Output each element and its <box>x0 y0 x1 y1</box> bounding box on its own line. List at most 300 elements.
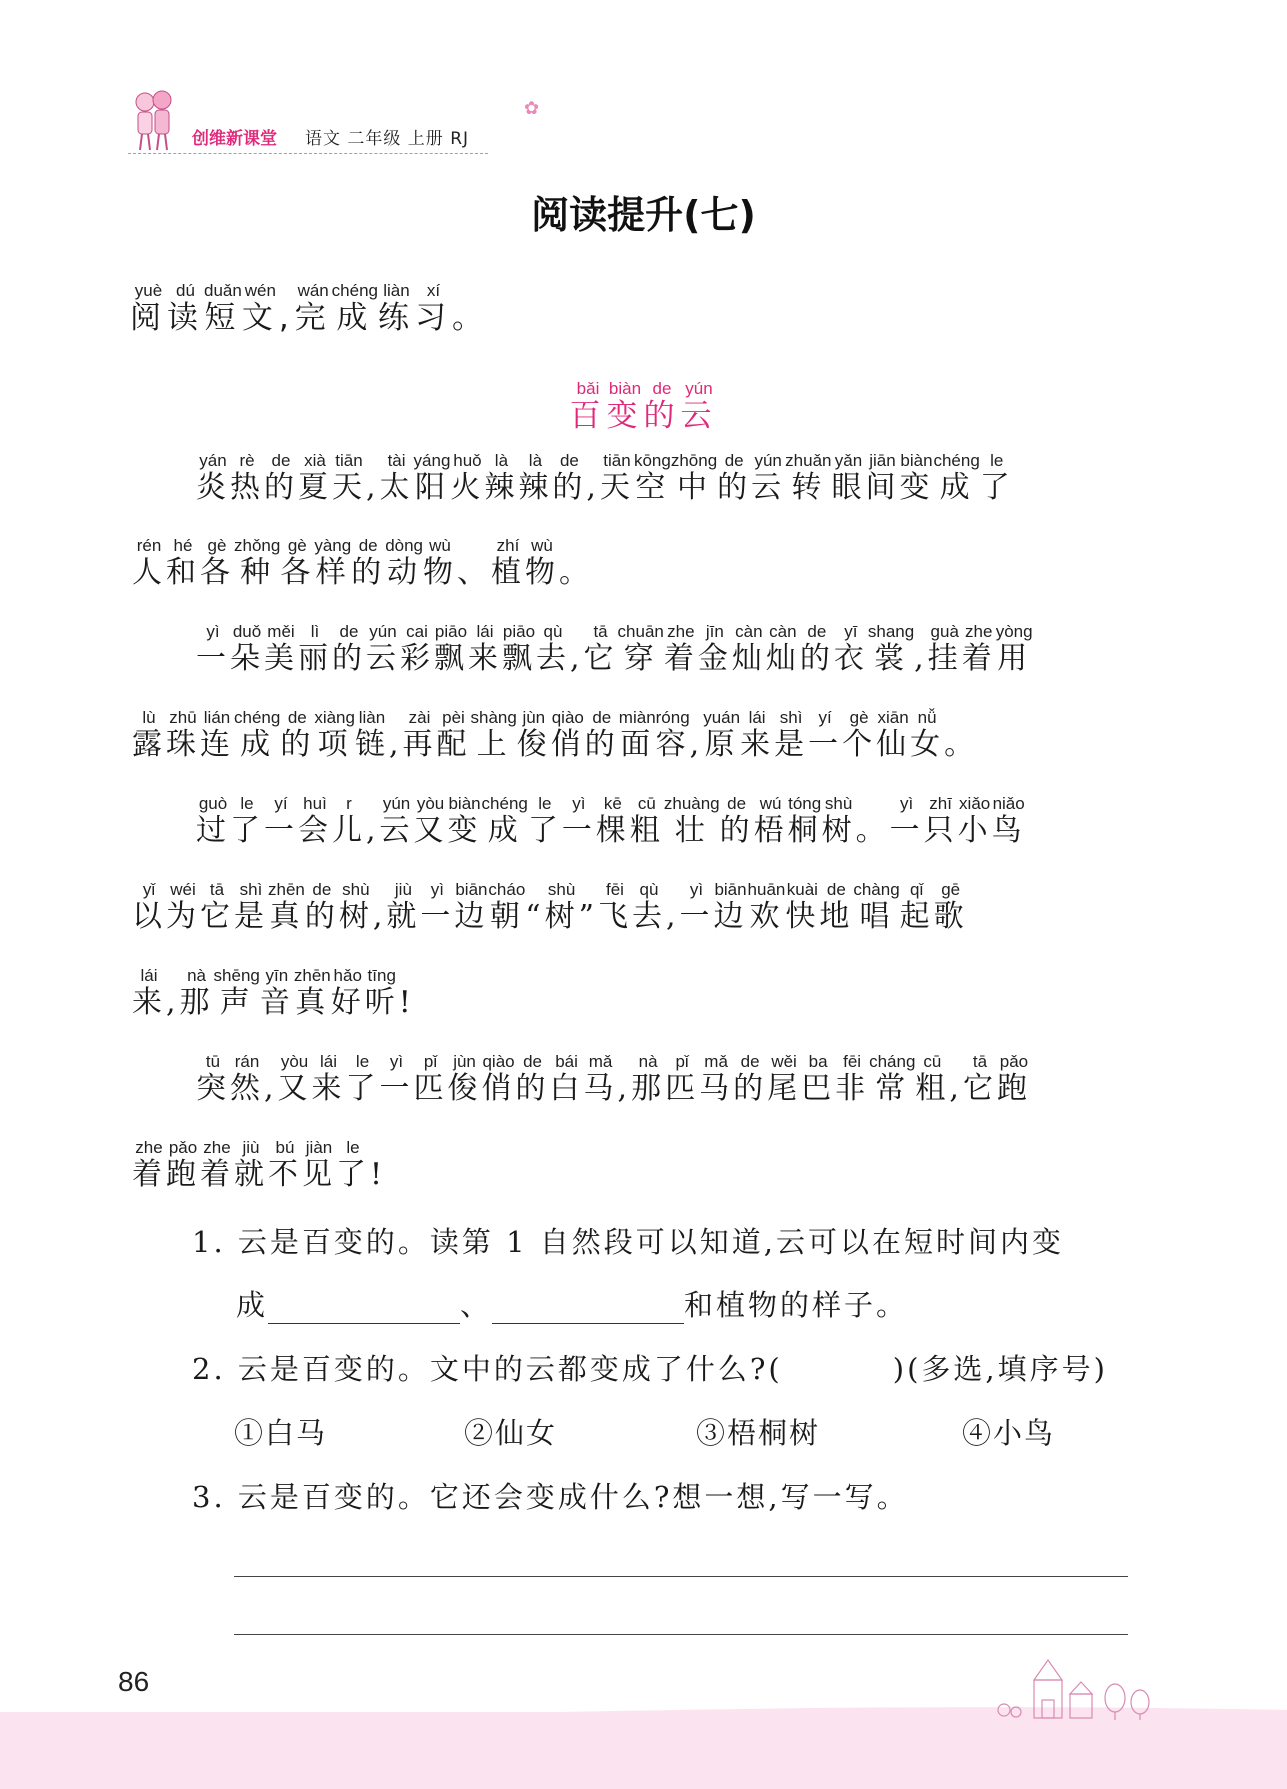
passage-char: 了le <box>345 1052 380 1106</box>
pinyin: biàn <box>899 451 934 470</box>
pinyin: le <box>979 451 1014 470</box>
instruction-char: 习xí <box>414 281 452 336</box>
passage-char: 俊jùn <box>516 708 551 762</box>
passage-char: , <box>264 1071 278 1106</box>
pinyin: zhuǎn <box>785 451 832 470</box>
passage-char: 了le <box>527 794 562 848</box>
pinyin: r <box>332 794 366 813</box>
pinyin: wú <box>753 794 788 813</box>
question-1-separator: 、 <box>460 1288 493 1322</box>
passage-char: 人rén <box>132 536 166 590</box>
pinyin: tū <box>196 1052 230 1071</box>
pinyin <box>166 966 180 985</box>
pinyin <box>666 880 680 899</box>
passage-char: 的de <box>717 451 752 505</box>
passage-char: 来lái <box>468 622 502 676</box>
pinyin: zhǒng <box>234 536 281 555</box>
pinyin: yán <box>196 451 230 470</box>
passage-char: 的de <box>552 451 587 505</box>
passage-char: 以yǐ <box>132 880 166 934</box>
pinyin <box>279 281 295 300</box>
pinyin: mǎ <box>699 1052 734 1071</box>
pinyin <box>618 1052 632 1071</box>
passage-char: 又yòu <box>277 1052 312 1106</box>
pinyin: huì <box>298 794 332 813</box>
pinyin <box>452 281 489 300</box>
passage-char: 树shù <box>544 880 579 934</box>
pinyin: yòu <box>413 794 448 813</box>
passage-char: 用yòng <box>995 622 1033 676</box>
passage-char: 空kōng <box>633 451 671 505</box>
passage-char: 只zhī <box>923 794 958 848</box>
passage-char: 个gè <box>842 708 877 762</box>
passage-char: 小xiǎo <box>957 794 992 848</box>
passage-char: 露lù <box>132 708 166 762</box>
pinyin: xí <box>414 281 452 300</box>
pinyin: yì <box>420 880 455 899</box>
passage-char: 一yì <box>196 622 230 676</box>
passage-char: 朝cháo <box>488 880 526 934</box>
passage-char: 音yīn <box>259 966 294 1020</box>
pinyin: huǒ <box>450 451 485 470</box>
passage-char: 那nà <box>179 966 214 1020</box>
passage-char: 面miàn <box>618 708 656 762</box>
pinyin: jùn <box>516 708 551 727</box>
passage-char: 然rán <box>230 1052 264 1106</box>
passage-char: 金jīn <box>697 622 732 676</box>
pinyin: chàng <box>853 880 900 899</box>
question-1: 1. 云是百变的。读第 1 自然段可以知道,云可以在短时间内变 <box>192 1225 1064 1259</box>
passage-char: 成chéng <box>933 451 980 505</box>
pinyin: de <box>717 451 752 470</box>
pinyin: yì <box>889 794 924 813</box>
passage-char: 美měi <box>264 622 298 676</box>
passage-char: 项xiàng <box>314 708 355 762</box>
passage-char: 上shàng <box>470 708 517 762</box>
pinyin: gè <box>200 536 234 555</box>
option-2: ②仙女 <box>464 1416 558 1450</box>
pinyin: wù <box>423 536 457 555</box>
passage-line <box>132 1139 386 1193</box>
passage-char: 连lián <box>200 708 234 762</box>
pinyin: yǎn <box>831 451 866 470</box>
pinyin: tā <box>200 880 234 899</box>
pinyin: tīng <box>364 966 399 985</box>
pinyin: zhōng <box>670 451 718 470</box>
passage-char: 它tā <box>200 880 234 934</box>
passage-char: 来lái <box>740 708 775 762</box>
pinyin: chéng <box>234 708 281 727</box>
passage-char: 裳shang <box>867 622 915 676</box>
passage-char: 成chéng <box>481 794 528 848</box>
pinyin <box>586 451 600 470</box>
passage-char: 俊jùn <box>447 1052 482 1106</box>
question-2-text: 2. 云是百变的。文中的云都变成了什么?( <box>192 1352 783 1386</box>
passage-char: 灿càn <box>731 622 766 676</box>
passage-char: 着zhe <box>663 622 698 676</box>
pinyin: yì <box>561 794 596 813</box>
passage-char: 鸟niǎo <box>991 794 1026 848</box>
instruction-char: 阅yuè <box>130 281 167 336</box>
pinyin: nà <box>631 1052 666 1071</box>
title-char: 百bǎi <box>569 379 607 434</box>
subject-label: 语文 二年级 上册 RJ <box>305 129 470 149</box>
passage-char: 飘piāo <box>502 622 536 676</box>
pinyin: yàng <box>314 536 352 555</box>
instruction-char: 。 <box>452 300 489 336</box>
passage-char: 跑pǎo <box>996 1052 1031 1106</box>
pinyin: shì <box>774 708 809 727</box>
pinyin: qiào <box>550 708 585 727</box>
passage-char: 的de <box>280 708 315 762</box>
passage-char: 辣là <box>484 451 519 505</box>
pinyin: le <box>527 794 562 813</box>
passage-char: 仙xiān <box>876 708 911 762</box>
passage-char: 丽lì <box>298 622 332 676</box>
passage-char: 突tū <box>196 1052 230 1106</box>
pinyin: jiù <box>234 1138 268 1157</box>
passage-char: 各gè <box>200 536 234 590</box>
question-1-prefix: 成 <box>236 1288 269 1322</box>
passage-char: 云yún <box>366 622 400 676</box>
passage-char: , <box>166 985 180 1020</box>
passage-char: 真zhēn <box>293 966 331 1020</box>
passage-char: 和hé <box>166 536 200 590</box>
pinyin: cai <box>400 622 434 641</box>
passage-char: 来lái <box>311 1052 346 1106</box>
passage-char: 又yòu <box>413 794 448 848</box>
pinyin: là <box>518 451 553 470</box>
pinyin: piāo <box>434 622 468 641</box>
passage-char: 梧wú <box>753 794 788 848</box>
pinyin: yī <box>833 622 868 641</box>
pinyin: kuài <box>785 880 820 899</box>
passage-char: , <box>914 641 928 676</box>
passage-char: 是shì <box>774 708 809 762</box>
pinyin: tiān <box>599 451 634 470</box>
pinyin: ba <box>801 1052 836 1071</box>
passage-char: 去qù <box>631 880 666 934</box>
mascot-illustration <box>128 88 178 154</box>
pinyin: chéng <box>481 794 528 813</box>
pinyin: càn <box>731 622 766 641</box>
pinyin: jiān <box>865 451 900 470</box>
pinyin: cháng <box>869 1052 916 1071</box>
pinyin: shàng <box>470 708 517 727</box>
pinyin: shì <box>234 880 268 899</box>
pinyin: yì <box>679 880 714 899</box>
passage-char: 壮zhuàng <box>663 794 720 848</box>
pinyin: liàn <box>377 281 415 300</box>
passage-char: 了le <box>979 451 1014 505</box>
pinyin: nǚ <box>910 708 945 727</box>
passage-char: 歌gē <box>933 880 968 934</box>
passage-char: 它tā <box>962 1052 997 1106</box>
pinyin: càn <box>765 622 800 641</box>
passage-char: 快kuài <box>785 880 820 934</box>
passage-char: 彩cai <box>400 622 434 676</box>
passage-char: 火huǒ <box>450 451 485 505</box>
pinyin <box>366 794 380 813</box>
passage-char: 云yún <box>379 794 414 848</box>
passage-char: 儿r <box>332 794 366 848</box>
title-char: 云yún <box>680 379 718 434</box>
passage-char: , <box>666 899 680 934</box>
pinyin: zhe <box>200 1138 234 1157</box>
passage-char: 配pèi <box>436 708 471 762</box>
passage-char: 夏xià <box>298 451 332 505</box>
pinyin: xià <box>298 451 332 470</box>
passage-char: 桐tóng <box>787 794 822 848</box>
pinyin: chéng <box>933 451 980 470</box>
pinyin: wéi <box>166 880 200 899</box>
pinyin: cháo <box>488 880 526 899</box>
passage-char: 不bú <box>268 1138 302 1192</box>
passage-char: 。 <box>944 727 978 762</box>
pinyin: biàn <box>447 794 482 813</box>
pinyin: zhe <box>961 622 996 641</box>
pinyin: shang <box>867 622 915 641</box>
pinyin: zhēn <box>268 880 305 899</box>
pinyin: tóng <box>787 794 822 813</box>
pinyin: cū <box>629 794 664 813</box>
pinyin: qiào <box>481 1052 516 1071</box>
pinyin: gè <box>280 536 315 555</box>
pinyin <box>579 880 598 899</box>
pinyin: zhe <box>663 622 698 641</box>
answer-blank-2[interactable] <box>492 1297 684 1324</box>
passage-char: 的de <box>351 536 386 590</box>
pinyin: lù <box>132 708 166 727</box>
pinyin <box>457 536 491 555</box>
passage-line <box>196 452 1014 506</box>
pinyin: de <box>719 794 754 813</box>
passage-char: 、 <box>457 555 491 590</box>
passage-char: , <box>949 1071 963 1106</box>
pinyin: jiù <box>386 880 421 899</box>
passage-char: 地de <box>819 880 854 934</box>
passage-char: 云yún <box>751 451 786 505</box>
question-1-blanks <box>236 1283 908 1324</box>
pinyin: mǎ <box>583 1052 618 1071</box>
passage-char: 转zhuǎn <box>785 451 832 505</box>
pinyin: chuān <box>617 622 664 641</box>
option-4: ④小鸟 <box>962 1416 1056 1450</box>
pinyin: lì <box>298 622 332 641</box>
pinyin: cū <box>915 1052 950 1071</box>
passage-char: 见jiàn <box>302 1138 336 1192</box>
passage-char: 太tài <box>379 451 414 505</box>
pinyin: dú <box>167 281 204 300</box>
passage-char: 辣là <box>518 451 553 505</box>
instruction-char: 成chéng <box>331 281 378 336</box>
question-2 <box>192 1347 1108 1388</box>
passage-char: 穿chuān <box>617 622 664 676</box>
passage-char: 灿càn <box>765 622 800 676</box>
passage-char: 一yì <box>561 794 596 848</box>
passage-char: 听tīng <box>364 966 399 1020</box>
passage-char: 一yì <box>379 1052 414 1106</box>
answer-line-1[interactable] <box>234 1576 1128 1577</box>
passage-char: 链liàn <box>354 708 389 762</box>
pinyin <box>570 622 584 641</box>
passage-char: , <box>389 727 403 762</box>
passage-char: 一yí <box>808 708 843 762</box>
pinyin: yīn <box>259 966 294 985</box>
passage-char: 跑pǎo <box>166 1138 200 1192</box>
passage-line <box>196 623 1033 677</box>
answer-line-2[interactable] <box>234 1634 1128 1635</box>
pinyin: de <box>643 379 681 398</box>
page-number: 86 <box>118 1666 150 1697</box>
passage-char: 那nà <box>631 1052 666 1106</box>
pinyin: lái <box>132 966 166 985</box>
pinyin: yòng <box>995 622 1033 641</box>
pinyin: de <box>733 1052 768 1071</box>
pinyin: lái <box>311 1052 346 1071</box>
pinyin: pǎo <box>166 1138 200 1157</box>
instruction-text <box>130 282 489 337</box>
passage-char: , <box>690 727 704 762</box>
passage-char: , <box>373 899 387 934</box>
passage-char: 它tā <box>583 622 618 676</box>
passage-char: 的de <box>332 622 366 676</box>
passage-char: 间jiān <box>865 451 900 505</box>
passage-char: ! <box>399 985 415 1020</box>
passage-title <box>0 380 1287 435</box>
pinyin: pǐ <box>413 1052 448 1071</box>
pinyin <box>370 1138 386 1157</box>
passage-char: 的de <box>304 880 339 934</box>
passage-char: 一yì <box>679 880 714 934</box>
passage-char: 女nǚ <box>910 708 945 762</box>
pinyin: lián <box>200 708 234 727</box>
pinyin: zhī <box>923 794 958 813</box>
pinyin: zhí <box>491 536 525 555</box>
passage-char: 匹pǐ <box>413 1052 448 1106</box>
passage-char: 过guò <box>196 794 230 848</box>
instruction-char: , <box>279 300 295 336</box>
question-3: 3. 云是百变的。它还会变成什么?想一想,写一写。 <box>192 1480 909 1514</box>
pinyin: de <box>280 708 315 727</box>
pinyin: le <box>345 1052 380 1071</box>
pinyin: róng <box>655 708 690 727</box>
passage-char: 的de <box>733 1052 768 1106</box>
pinyin: yáng <box>413 451 451 470</box>
pinyin: wán <box>294 281 332 300</box>
passage-char: 的de <box>264 451 298 505</box>
passage-char: 再zài <box>402 708 437 762</box>
passage-char: 非fēi <box>835 1052 870 1106</box>
pinyin: tài <box>379 451 414 470</box>
passage-char: 着zhe <box>132 1138 166 1192</box>
passage-char: 俏qiào <box>550 708 585 762</box>
pinyin: lái <box>468 622 502 641</box>
pinyin: yì <box>196 622 230 641</box>
pinyin: lái <box>740 708 775 727</box>
passage-char: 衣yī <box>833 622 868 676</box>
pinyin: shù <box>338 880 373 899</box>
passage-char: 。 <box>856 813 890 848</box>
passage-char: ” <box>579 899 598 934</box>
page-title: 阅读提升(七) <box>531 193 756 237</box>
pinyin: pǎo <box>996 1052 1031 1071</box>
passage-char: 飞fēi <box>597 880 632 934</box>
pinyin: tā <box>962 1052 997 1071</box>
pinyin: là <box>484 451 519 470</box>
instruction-char: 文wén <box>241 281 279 336</box>
passage-char: 常cháng <box>869 1052 916 1106</box>
passage-char: 巴ba <box>801 1052 836 1106</box>
passage-char: , <box>366 470 380 505</box>
pinyin: pǐ <box>665 1052 700 1071</box>
passage-char: 珠zhū <box>166 708 200 762</box>
passage-char: 就jiù <box>386 880 421 934</box>
passage-char: 原yuán <box>703 708 741 762</box>
passage-char: 着zhe <box>200 1138 234 1192</box>
pinyin: qù <box>536 622 570 641</box>
pinyin: bái <box>549 1052 584 1071</box>
pinyin: le <box>230 794 264 813</box>
pinyin: guà <box>927 622 962 641</box>
passage-char: 为wéi <box>166 880 200 934</box>
pinyin: qù <box>631 880 666 899</box>
pinyin <box>389 708 403 727</box>
pinyin: yún <box>379 794 414 813</box>
pinyin: yún <box>751 451 786 470</box>
passage-char: 热rè <box>230 451 264 505</box>
passage-char: 样yàng <box>314 536 352 590</box>
passage-char: 声shēng <box>213 966 260 1020</box>
pinyin: duǒ <box>230 622 264 641</box>
pinyin: zhe <box>132 1138 166 1157</box>
passage-char: 去qù <box>536 622 570 676</box>
pinyin: de <box>799 622 834 641</box>
pinyin <box>264 1052 278 1071</box>
pinyin: wù <box>525 536 559 555</box>
passage-char: 天tiān <box>332 451 366 505</box>
instruction-char: 读dú <box>167 281 204 336</box>
pinyin: de <box>332 622 366 641</box>
pinyin: yuán <box>703 708 741 727</box>
passage-char: 一yì <box>889 794 924 848</box>
pinyin: de <box>552 451 587 470</box>
passage-char: 粗cū <box>915 1052 950 1106</box>
passage-char: 会huì <box>298 794 332 848</box>
pinyin: piāo <box>502 622 536 641</box>
pinyin: yún <box>366 622 400 641</box>
passage-char: 中zhōng <box>670 451 718 505</box>
pinyin: shù <box>821 794 856 813</box>
passage-char: , <box>570 641 584 676</box>
answer-blank-1[interactable] <box>268 1297 460 1324</box>
pinyin: pèi <box>436 708 471 727</box>
passage-char: 棵kē <box>595 794 630 848</box>
passage-char: 变biàn <box>899 451 934 505</box>
passage-char: 就jiù <box>234 1138 268 1192</box>
passage-char: 了le <box>230 794 264 848</box>
pinyin: huān <box>747 880 786 899</box>
passage-char: 粗cū <box>629 794 664 848</box>
passage-char: 俏qiào <box>481 1052 516 1106</box>
passage-char: 树shù <box>821 794 856 848</box>
pinyin: zhuàng <box>663 794 720 813</box>
passage-char: 朵duǒ <box>230 622 264 676</box>
passage-char: 飘piāo <box>434 622 468 676</box>
passage-char: ! <box>370 1157 386 1192</box>
pinyin: qǐ <box>899 880 934 899</box>
pinyin: hǎo <box>330 966 365 985</box>
